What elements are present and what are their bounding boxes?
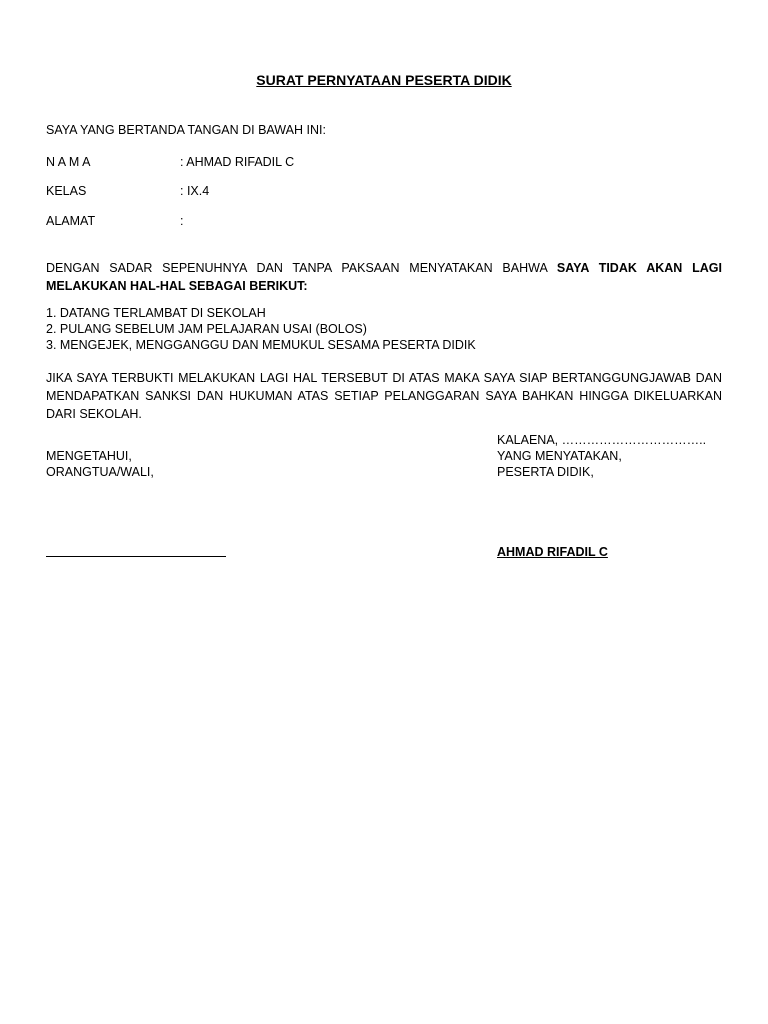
field-value-alamat: :	[180, 214, 184, 228]
field-value-nama: : AHMAD RIFADIL C	[180, 155, 295, 169]
list-item: 3. MENGEJEK, MENGGANGGU DAN MEMUKUL SESAMA PESERTA DIDIK	[46, 338, 476, 352]
right-signature-line1: YANG MENYATAKAN,	[497, 449, 622, 463]
intro-text: SAYA YANG BERTANDA TANGAN DI BAWAH INI:	[46, 123, 326, 137]
statement-paragraph	[46, 259, 722, 295]
right-signature-line2: PESERTA DIDIK,	[497, 465, 594, 479]
left-signature-line1: MENGETAHUI,	[46, 449, 132, 463]
field-value-kelas: : IX.4	[180, 184, 210, 198]
left-signature-line2: ORANGTUA/WALI,	[46, 465, 154, 479]
student-signature-name: AHMAD RIFADIL C	[497, 545, 608, 559]
field-label-nama: N A M A	[46, 155, 91, 169]
list-item: 1. DATANG TERLAMBAT DI SEKOLAH	[46, 306, 266, 320]
consequence-paragraph: JIKA SAYA TERBUKTI MELAKUKAN LAGI HAL TERSEBUT DI ATAS MAKA SAYA SIAP BERTANGGUNGJAWAB DAN MENDAPATKAN SANKSI DAN HUKUMAN ATAS SETIAP PELANGGARAN SAYA BAHKAN HINGGA DIKELUARKAN DARI SEKOLAH.	[46, 371, 722, 421]
field-label-kelas: KELAS	[46, 184, 87, 198]
field-label-alamat: ALAMAT	[46, 214, 96, 228]
document-title: SURAT PERNYATAAN PESERTA DIDIK	[256, 72, 512, 88]
list-item: 2. PULANG SEBELUM JAM PELAJARAN USAI (BOLOS)	[46, 322, 367, 336]
statement-emphasis: SAYA TIDAK AKAN LAGI MELAKUKAN HAL-HAL SEBAGAI BERIKUT:	[46, 261, 722, 293]
statement-text: DENGAN SADAR SEPENUHNYA DAN TANPA PAKSAAN MENYATAKAN BAHWA	[46, 261, 557, 275]
parent-signature-line	[46, 556, 226, 557]
place-date: KALAENA, ……………………………..	[497, 433, 707, 447]
